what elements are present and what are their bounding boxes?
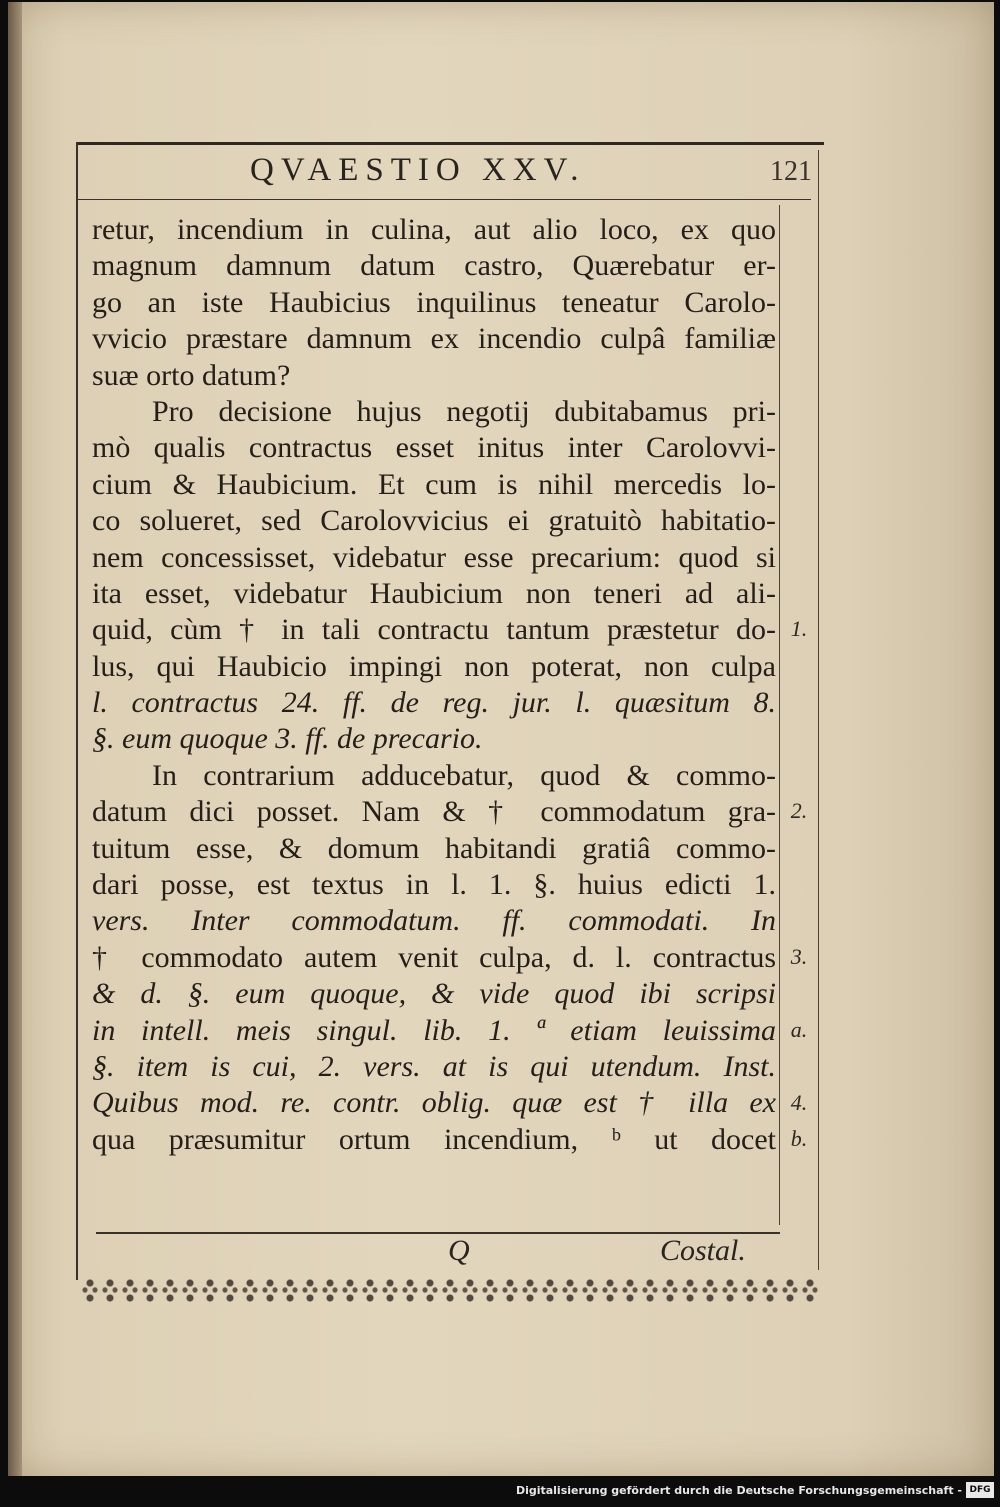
margin-note: 2. — [790, 798, 808, 824]
text-line — [92, 321, 776, 357]
text-line-content: l. contractus 24. ff. de reg. jur. l. quæsitum 8. — [92, 686, 776, 720]
text-line — [92, 649, 776, 685]
text-line-content: nem concessisset, videbatur esse precarium: quod si — [92, 540, 776, 574]
text-line — [92, 1085, 776, 1121]
margin-divider-rule — [779, 205, 780, 1225]
text-line — [92, 212, 776, 248]
right-border-rule — [818, 150, 819, 1270]
margin-note: a. — [790, 1016, 808, 1042]
margin-note: 3. — [790, 944, 808, 969]
catchword: Costal. — [660, 1234, 746, 1267]
text-line-content: in intell. meis singul. lib. 1. ª etiam leuissima — [92, 1013, 776, 1047]
text-line — [92, 430, 776, 466]
text-line-content: magnum damnum datum castro, Quærebatur er- — [92, 249, 776, 283]
main-text-block — [92, 212, 776, 1158]
text-line-content: tuitum esse, & domum habitandi gratiâ commo- — [92, 831, 776, 865]
left-border-rule — [76, 142, 78, 1280]
dfg-logo: DFG — [966, 1482, 994, 1498]
text-line — [92, 685, 776, 721]
page-spine-edge — [8, 2, 22, 1476]
text-line-content: Pro decisione hujus negotij dubitabamus pri- — [152, 394, 776, 428]
text-line-content: go an iste Haubicius inquilinus teneatur Carolo- — [92, 285, 776, 319]
text-line-content: qua præsumitur ortum incendium, ᵇ ut docet — [92, 1122, 776, 1156]
text-line-content: datum dici posset. Nam & † commodatum gra- — [92, 795, 776, 829]
text-line — [92, 721, 776, 757]
text-line-content: In contrarium adducebatur, quod & commo- — [152, 758, 776, 792]
signature-mark: Q — [448, 1234, 470, 1267]
text-line-content: & d. §. eum quoque, & vide quod ibi scripsi — [92, 977, 776, 1011]
text-line — [92, 612, 776, 648]
header-underline-rule — [76, 199, 811, 200]
margin-note: b. — [790, 1126, 808, 1151]
text-line — [92, 794, 776, 830]
text-line-content: §. eum quoque 3. ff. de precario. — [92, 722, 483, 756]
text-line — [92, 940, 776, 976]
text-line-content: vvicio præstare damnum ex incendio culpâ familiæ — [92, 322, 776, 356]
ornamental-border — [80, 1274, 822, 1306]
text-line — [92, 503, 776, 539]
top-border-rule — [76, 142, 824, 145]
text-line — [92, 976, 776, 1012]
text-line — [92, 1013, 776, 1049]
text-line-content: dari posse, est textus in l. 1. §. huius edicti 1. — [92, 868, 776, 902]
text-line-content: mò qualis contractus esset initus inter Carolovvi- — [92, 431, 776, 465]
digitization-credit: Digitalisierung gefördert durch die Deutsche Forschungsgemeinschaft - — [515, 1484, 962, 1497]
text-line-content: co solueret, sed Carolovvicius ei gratuitò habitatio- — [92, 504, 776, 538]
text-line-content: retur, incendium in culina, aut alio loco, ex quo — [92, 213, 776, 246]
text-line-content: Quibus mod. re. contr. oblig. quæ est † illa ex — [92, 1086, 776, 1120]
text-line-content: lus, qui Haubicio impingi non poterat, non culpa — [92, 649, 776, 683]
text-line-content: §. item is cui, 2. vers. at is qui utendum. Inst. — [92, 1049, 776, 1083]
text-line — [92, 248, 776, 284]
text-line — [92, 1049, 776, 1085]
text-line — [92, 285, 776, 321]
text-line — [92, 867, 776, 903]
text-line-content: cium & Haubicium. Et cum is nihil mercedis lo- — [92, 467, 776, 501]
margin-note: 1. — [790, 616, 808, 642]
text-line — [92, 576, 776, 612]
text-line — [92, 394, 776, 430]
text-line-content: vers. Inter commodatum. ff. commodati. In — [92, 904, 776, 938]
margin-note: 4. — [790, 1089, 808, 1115]
page-number: 121 — [770, 156, 812, 187]
text-line-content: ita esset, videbatur Haubicium non teneri ad ali- — [92, 576, 776, 610]
text-line — [92, 358, 776, 394]
text-line — [92, 758, 776, 794]
text-line — [92, 903, 776, 939]
text-line-content: suæ orto datum? — [92, 358, 291, 392]
text-line — [92, 831, 776, 867]
text-line-content: quid, cùm † in tali contractu tantum præstetur do- — [92, 613, 776, 647]
text-line — [92, 540, 776, 576]
text-line — [92, 467, 776, 503]
text-line — [92, 1122, 776, 1158]
text-line-content: † commodato autem venit culpa, d. l. contractus — [92, 940, 776, 974]
running-head: QVAESTIO XXV. — [250, 152, 586, 188]
